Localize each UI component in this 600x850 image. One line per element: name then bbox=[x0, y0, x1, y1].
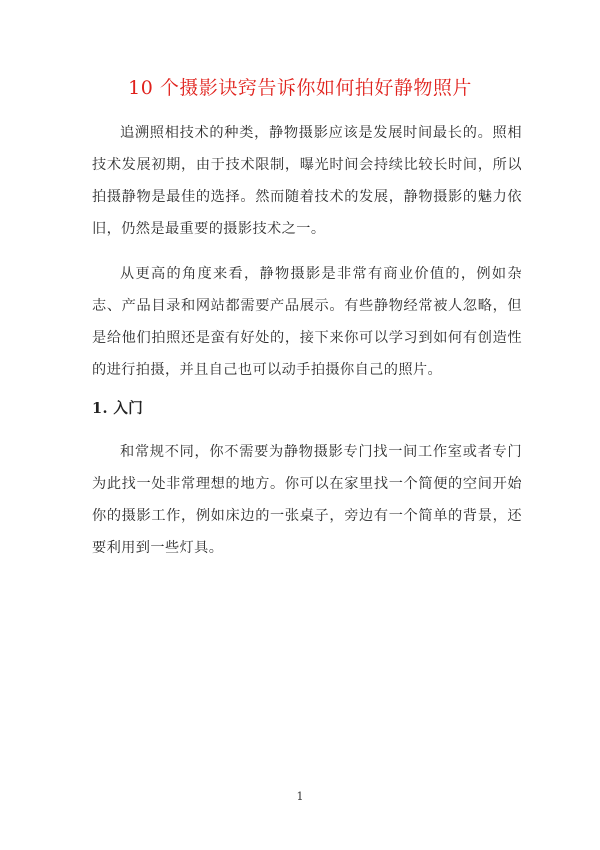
section-heading-getting-started: 1. 入门 bbox=[92, 400, 144, 417]
intro-paragraph-1: 追溯照相技术的种类，静物摄影应该是发展时间最长的。照相技术发展初期，由于技术限制，曝光时间会持续比较长时间，所以拍摄静物是最佳的选择。然而随着技术的发展，静物摄影的魅力依旧，仍然是最重要的摄影技术之一。 bbox=[92, 125, 522, 237]
document-title: 10 个摄影诀窍告诉你如何拍好静物照片 bbox=[128, 77, 472, 99]
intro-paragraph-2: 从更高的角度来看，静物摄影是非常有商业价值的，例如杂志、产品目录和网站都需要产品展示。有些静物经常被人忽略，但是给他们拍照还是蛮有好处的，接下来你可以学习到如何有创造性的进行拍摄，并且自己也可以动手拍摄你自己的照片。 bbox=[92, 266, 522, 378]
section-paragraph: 和常规不同，你不需要为静物摄影专门找一间工作室或者专门为此找一处非常理想的地方。你可以在家里找一个简便的空间开始你的摄影工作，例如床边的一张桌子，旁边有一个简单的背景，还要利用到一些灯具。 bbox=[92, 444, 522, 556]
page-number: 1 bbox=[296, 790, 304, 803]
